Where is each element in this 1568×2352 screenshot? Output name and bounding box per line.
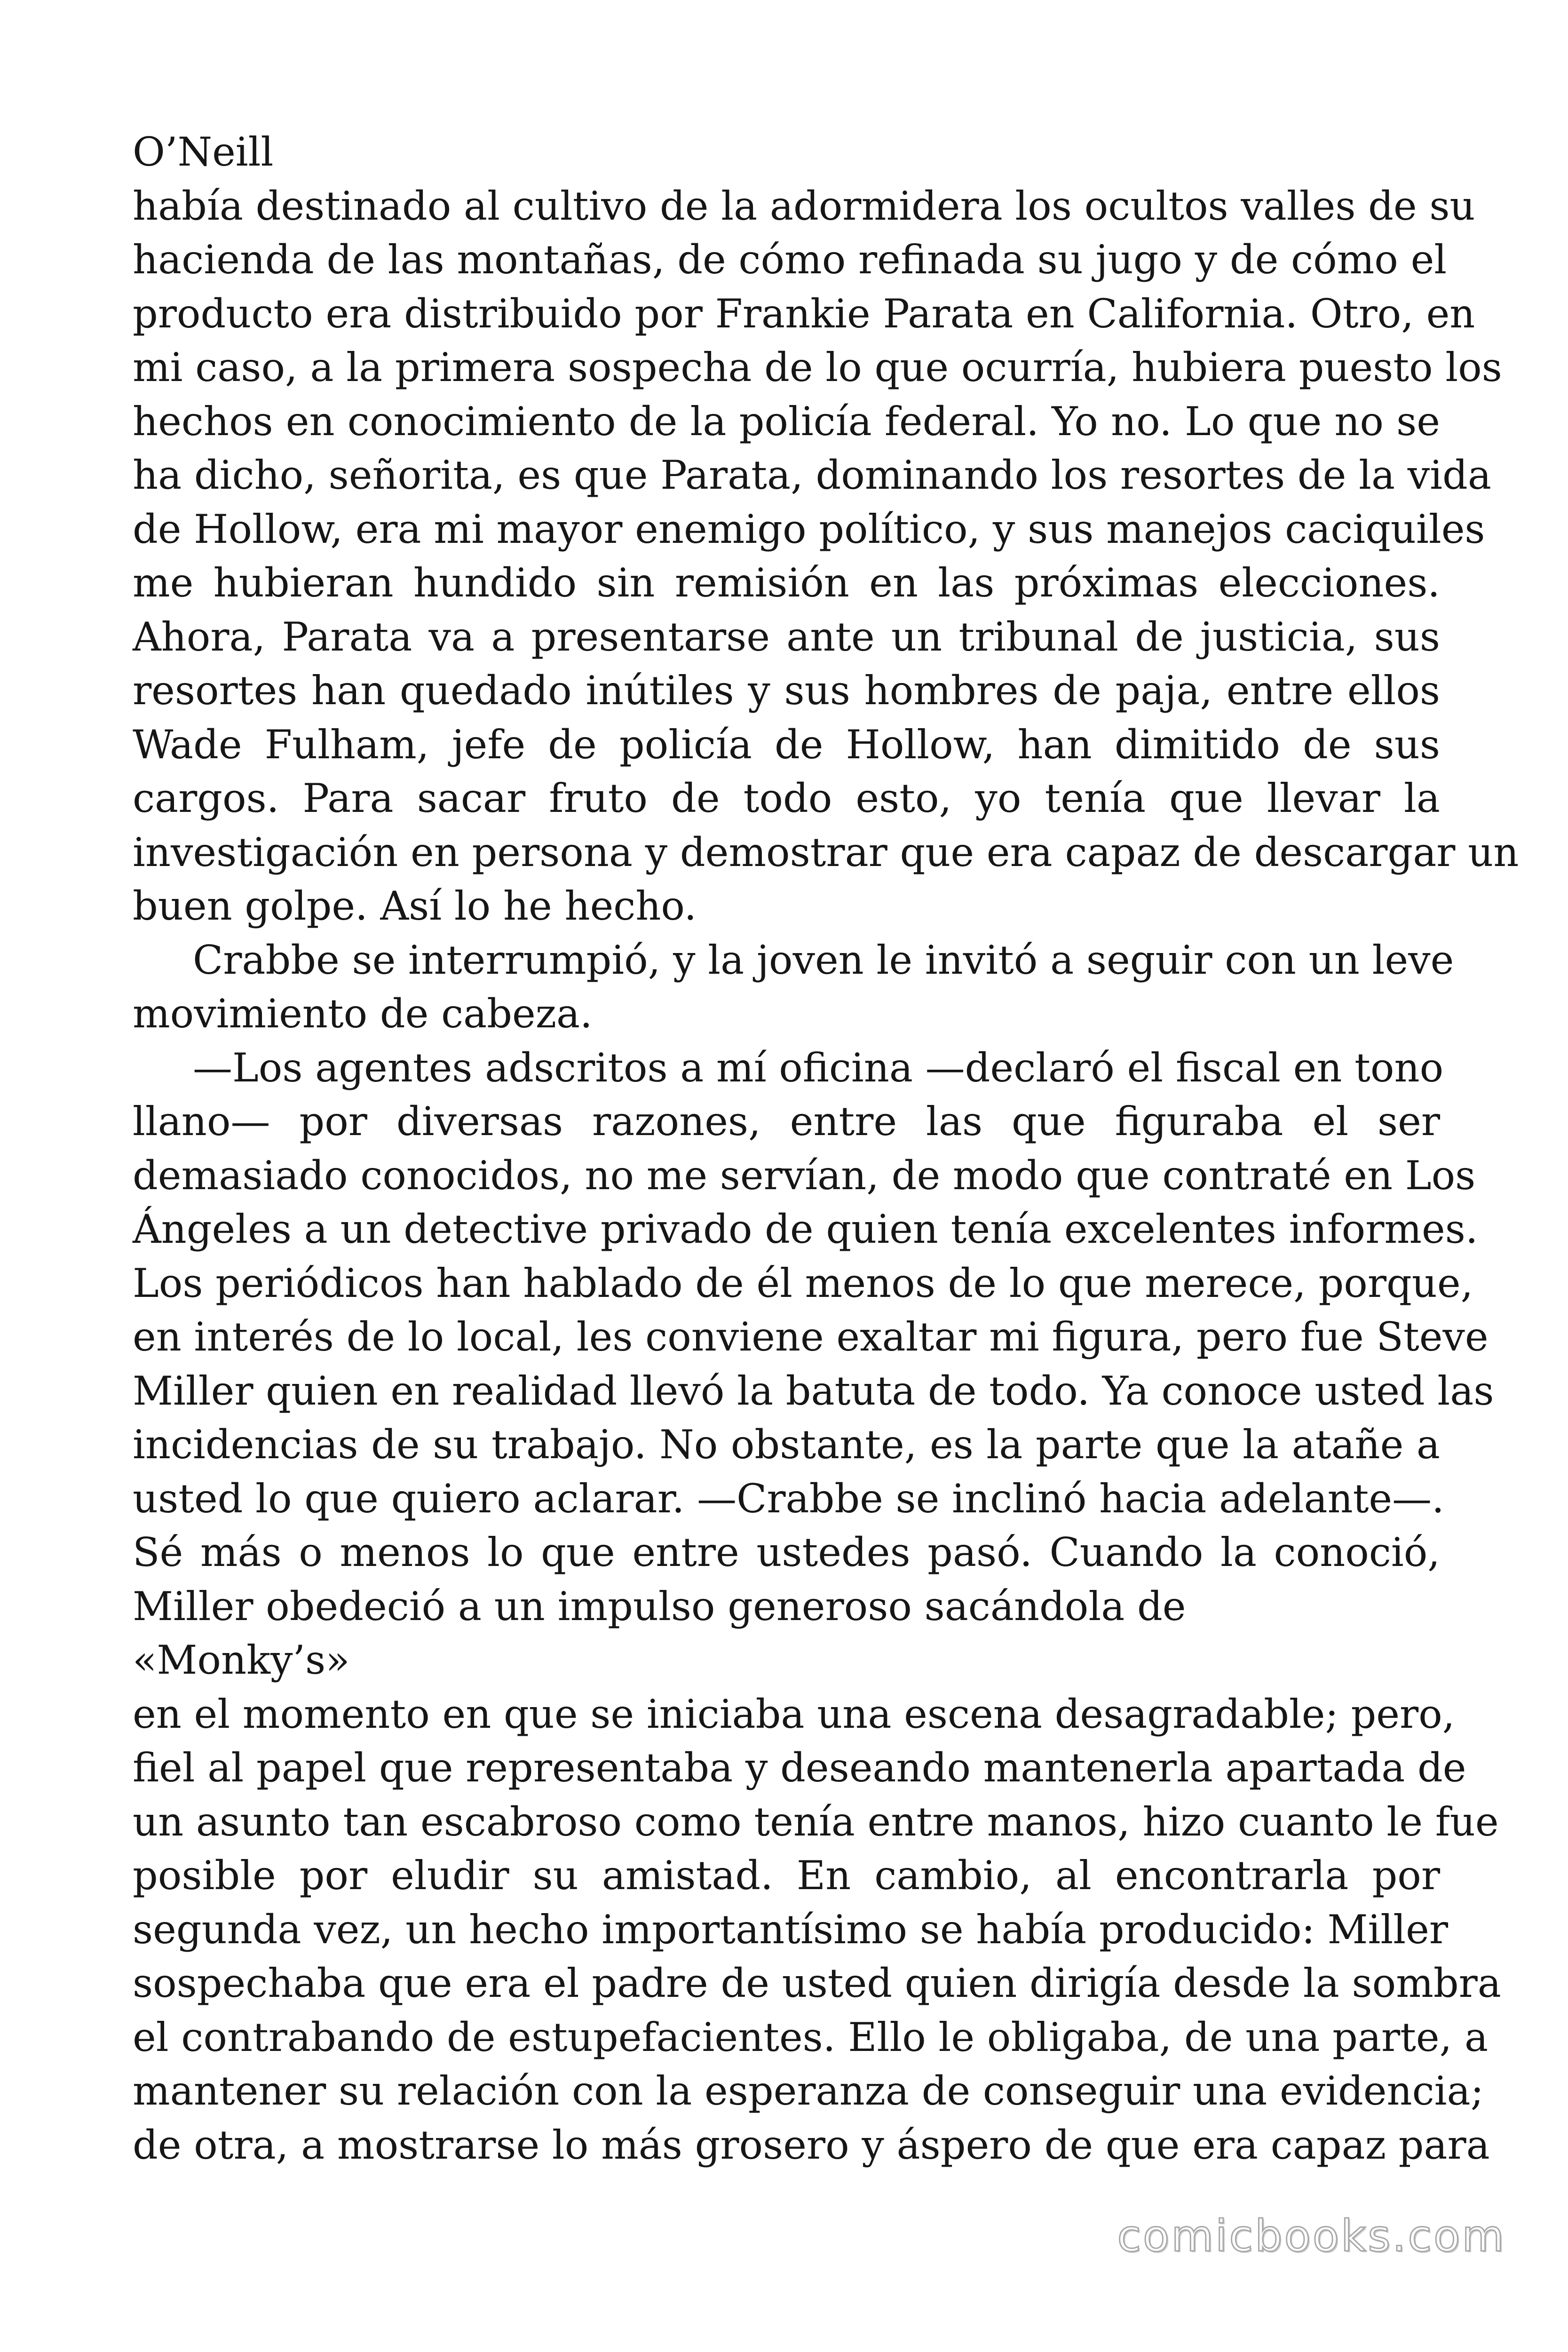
text-line: O’Neill	[133, 129, 274, 175]
text-line: Ángeles a un detective privado de quien tenía excelentes informes.	[133, 1206, 1478, 1252]
text-line: ha dicho, señorita, es que Parata, dominando los resortes de la vida	[133, 452, 1491, 498]
text-line: mantener su relación con la esperanza de conseguir una evidencia;	[133, 2068, 1484, 2114]
text-line: Crabbe se interrumpió, y la joven le invitó a seguir con un leve	[193, 937, 1454, 983]
text-line: un asunto tan escabroso como tenía entre manos, hizo cuanto le fue	[133, 1798, 1499, 1845]
text-line: en interés de lo local, les conviene exaltar mi figura, pero fue Steve	[133, 1314, 1489, 1360]
text-line: llano— por diversas razones, entre las que figuraba el ser	[133, 1098, 1440, 1144]
page-body-text	[133, 125, 1519, 2172]
text-line: buen golpe. Así lo he hecho.	[133, 883, 697, 929]
text-line: —Los agentes adscritos a mí oficina —declaró el fiscal en tono	[193, 1044, 1444, 1091]
text-line: hacienda de las montañas, de cómo refinada su jugo y de cómo el	[133, 237, 1447, 283]
text-line: resortes han quedado inútiles y sus hombres de paja, entre ellos	[133, 667, 1440, 714]
text-line: producto era distribuido por Frankie Parata en California. Otro, en	[133, 290, 1475, 337]
text-line: había destinado al cultivo de la adormidera los ocultos valles de su	[133, 183, 1475, 229]
text-line: demasiado conocidos, no me servían, de modo que contraté en Los	[133, 1152, 1476, 1199]
text-line: posible por eludir su amistad. En cambio, al encontrarla por	[133, 1852, 1440, 1899]
text-line: fiel al papel que representaba y deseando mantenerla apartada de	[133, 1745, 1466, 1791]
text-line: Wade Fulham, jefe de policía de Hollow, han dimitido de sus	[133, 721, 1440, 768]
text-line: de Hollow, era mi mayor enemigo político, y sus manejos caciquiles	[133, 506, 1485, 552]
text-line: de otra, a mostrarse lo más grosero y áspero de que era capaz para	[133, 2122, 1490, 2168]
text-line: incidencias de su trabajo. No obstante, es la parte que la atañe a	[133, 1422, 1440, 1468]
text-line: Los periódicos han hablado de él menos de lo que merece, porque,	[133, 1260, 1473, 1306]
text-line: movimiento de cabeza.	[133, 991, 593, 1037]
text-line: hechos en conocimiento de la policía federal. Yo no. Lo que no se	[133, 398, 1440, 445]
text-line: Sé más o menos lo que entre ustedes pasó. Cuando la conoció,	[133, 1529, 1440, 1575]
text-line: segunda vez, un hecho importantísimo se había producido: Miller	[133, 1906, 1448, 1953]
text-line: cargos. Para sacar fruto de todo esto, yo tenía que llevar la	[133, 775, 1440, 821]
text-line: sospechaba que era el padre de usted quien dirigía desde la sombra	[133, 1960, 1501, 2006]
text-line: en el momento en que se iniciaba una escena desagradable; pero,	[133, 1691, 1455, 1737]
watermark: comicbooks.com	[1117, 2211, 1506, 2261]
text-line: Miller quien en realidad llevó la batuta de todo. Ya conoce usted las	[133, 1367, 1494, 1414]
text-line: el contrabando de estupefacientes. Ello le obligaba, de una parte, a	[133, 2014, 1489, 2060]
text-line: usted lo que quiero aclarar. —Crabbe se inclinó hacia adelante—.	[133, 1475, 1444, 1522]
text-line: «Monky’s»	[133, 1637, 350, 1683]
text-line: investigación en persona y demostrar que era capaz de descargar un	[133, 829, 1519, 875]
text-line: Ahora, Parata va a presentarse ante un tribunal de justicia, sus	[133, 613, 1440, 660]
text-line: Miller obedeció a un impulso generoso sacándola de	[133, 1583, 1186, 1629]
text-line: me hubieran hundido sin remisión en las próximas elecciones.	[133, 560, 1440, 606]
text-line: mi caso, a la primera sospecha de lo que ocurría, hubiera puesto los	[133, 344, 1502, 390]
